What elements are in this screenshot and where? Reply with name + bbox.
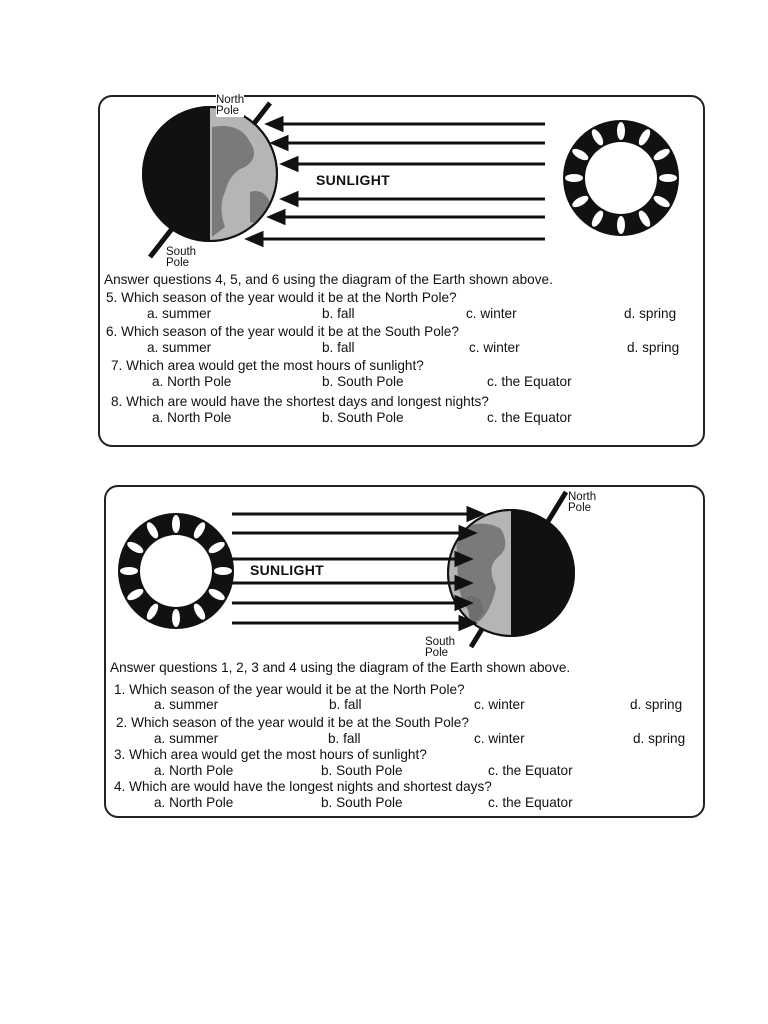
option-a: a. summer — [154, 697, 219, 712]
option-c: c. winter — [466, 306, 517, 321]
sunlight-arrows — [248, 118, 545, 245]
question-4: 4. Which are would have the longest nights and shortest days? — [114, 779, 492, 794]
option-b: b. fall — [329, 697, 362, 712]
question-6: 6. Which season of the year would it be at the South Pole? — [106, 324, 459, 339]
option-c: c. winter — [474, 731, 525, 746]
option-d: d. spring — [630, 697, 683, 712]
option-b: b. South Pole — [321, 763, 403, 778]
option-d: d. spring — [633, 731, 686, 746]
option-a: a. summer — [147, 306, 212, 321]
option-c: c. winter — [469, 340, 520, 355]
option-b: b. fall — [322, 306, 355, 321]
option-c: c. the Equator — [488, 763, 573, 778]
option-a: a. North Pole — [154, 795, 234, 810]
option-b: b. South Pole — [322, 374, 404, 389]
worksheet-card-top — [98, 95, 705, 447]
option-b: b. South Pole — [321, 795, 403, 810]
question-5: 5. Which season of the year would it be at the North Pole? — [106, 290, 457, 305]
sun-icon — [118, 513, 234, 629]
option-a: a. summer — [154, 731, 219, 746]
option-d: d. spring — [627, 340, 680, 355]
instructions-text: Answer questions 1, 2, 3 and 4 using the diagram of the Earth shown above. — [110, 660, 571, 675]
sunlight-label: SUNLIGHT — [316, 172, 390, 188]
south-pole-label: South Pole — [425, 636, 456, 659]
option-d: d. spring — [624, 306, 677, 321]
option-b: b. fall — [328, 731, 361, 746]
option-c: c. the Equator — [488, 795, 573, 810]
question-8: 8. Which are would have the shortest days and longest nights? — [111, 394, 489, 409]
worksheet-card-bottom — [104, 485, 705, 818]
south-pole-label: South Pole — [166, 246, 197, 269]
option-b: b. fall — [322, 340, 355, 355]
option-c: c. the Equator — [487, 374, 572, 389]
option-b: b. South Pole — [322, 410, 404, 425]
option-c: c. winter — [474, 697, 525, 712]
option-a: a. North Pole — [152, 410, 232, 425]
option-a: a. North Pole — [154, 763, 234, 778]
sunlight-label: SUNLIGHT — [250, 562, 324, 578]
option-a: a. summer — [147, 340, 212, 355]
instructions-text: Answer questions 4, 5, and 6 using the diagram of the Earth shown above. — [104, 272, 553, 287]
option-c: c. the Equator — [487, 410, 572, 425]
question-7: 7. Which area would get the most hours of sunlight? — [111, 358, 424, 373]
question-2: 2. Which season of the year would it be at the South Pole? — [116, 715, 469, 730]
earth-diagram-bottom — [106, 487, 707, 662]
question-3: 3. Which area would get the most hours of sunlight? — [114, 747, 427, 762]
north-pole-label: North Pole — [216, 94, 245, 117]
question-1: 1. Which season of the year would it be at the North Pole? — [114, 682, 465, 697]
sun-icon — [563, 120, 679, 236]
option-a: a. North Pole — [152, 374, 232, 389]
north-pole-label: North Pole — [568, 491, 597, 514]
